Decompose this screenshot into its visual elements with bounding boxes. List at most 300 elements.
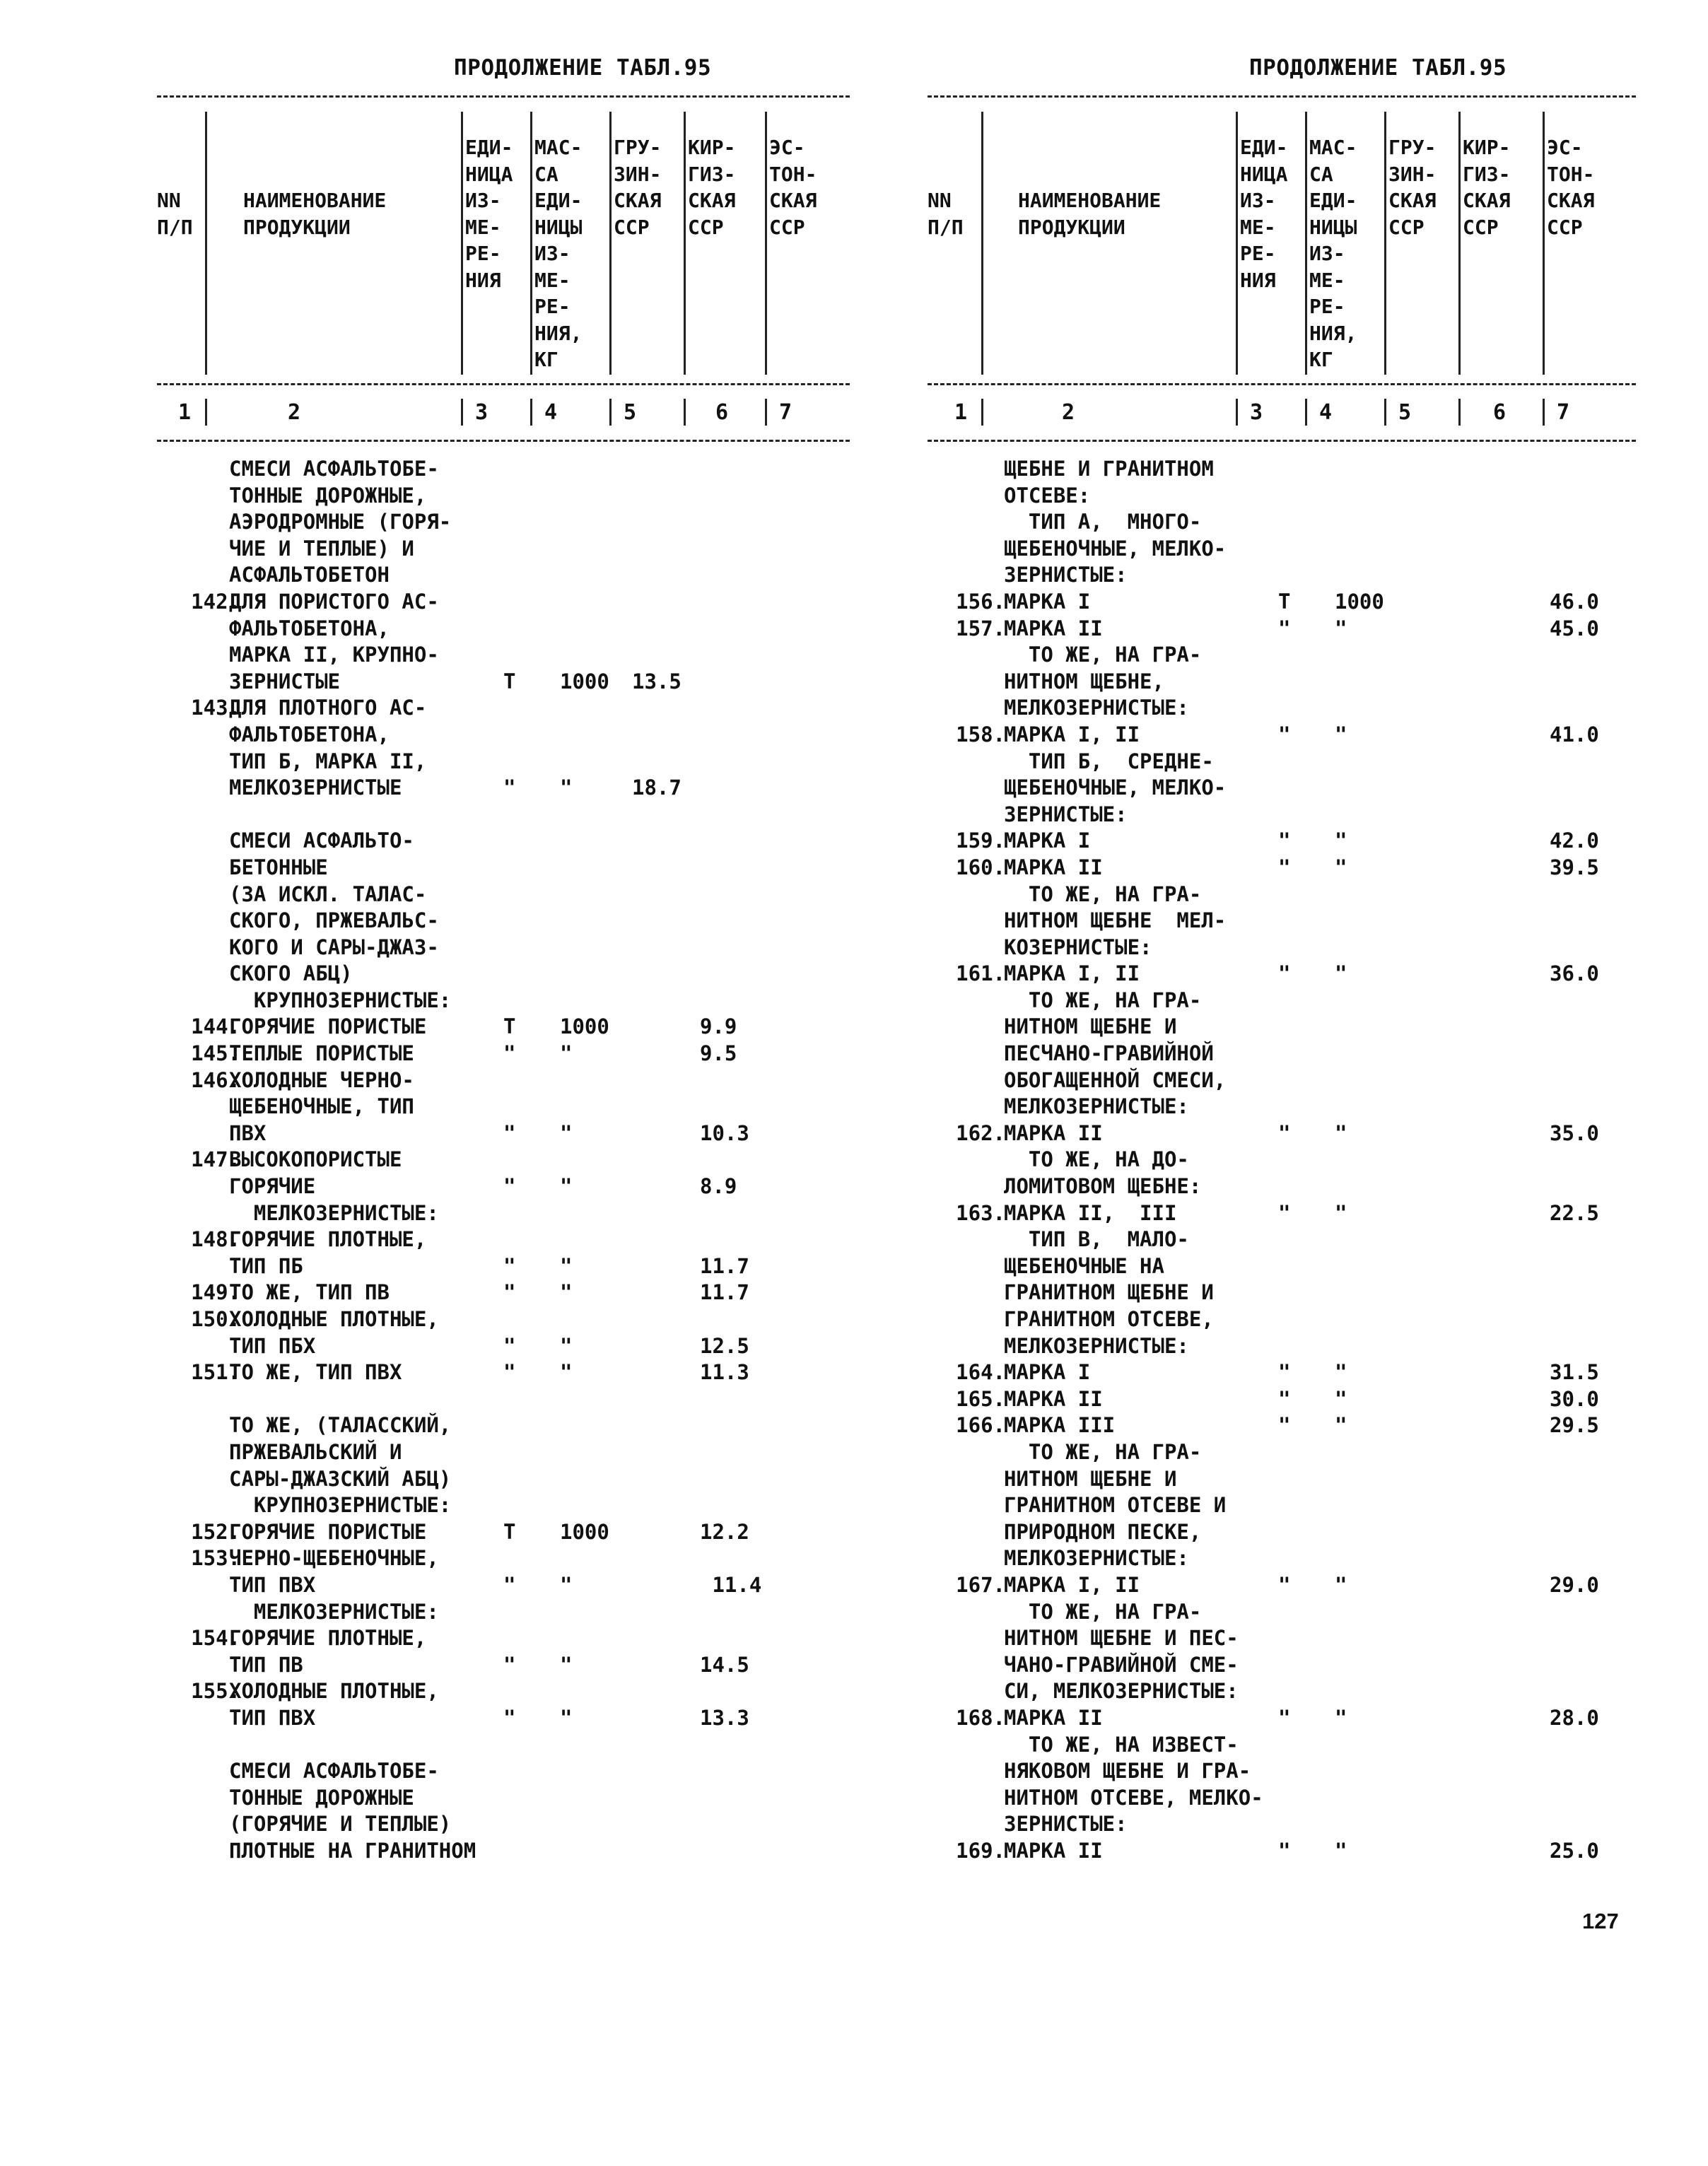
product-name: ТИП В, МАЛО- [1004, 1227, 1189, 1252]
continuation-title-right: ПРОДОЛЖЕНИЕ ТАБЛ.95 [1249, 55, 1507, 81]
header-kyrgyz: КИР- ГИЗ- СКАЯ ССР [688, 136, 736, 239]
header-divider [1236, 112, 1238, 375]
item-number: 165. [956, 1386, 1005, 1411]
table-row [157, 722, 850, 749]
estonian-value: 39.5 [1550, 855, 1599, 879]
column-number: 3 [475, 400, 489, 425]
product-name: МАРКА II, КРУПНО- [229, 643, 439, 667]
table-header-left [157, 106, 850, 378]
estonian-value: 30.0 [1550, 1386, 1599, 1411]
product-name: ХОЛОДНЫЕ ЧЕРНО- [229, 1067, 414, 1092]
product-name: ЧИЕ И ТЕПЛЫЕ) И [229, 536, 414, 561]
item-number: 155. [191, 1679, 240, 1704]
table-row [928, 1439, 1636, 1466]
table-row [928, 775, 1636, 802]
item-number: 149. [191, 1280, 240, 1305]
body-top-rule [157, 440, 850, 442]
kyrgyz-value: 13.3 [700, 1705, 749, 1730]
table-row [928, 1625, 1636, 1652]
mass-value: " [1335, 829, 1347, 853]
product-name: НИТНОМ ЩЕБНЕ, [1004, 669, 1164, 693]
product-name: СКОГО АБЦ) [229, 961, 353, 986]
item-number: 153. [191, 1546, 240, 1571]
unit-value: " [1278, 1572, 1291, 1597]
table-row [157, 828, 850, 855]
estonian-value: 36.0 [1550, 961, 1599, 986]
table-row [157, 1811, 850, 1838]
product-name: ФАЛЬТОБЕТОНА, [229, 616, 390, 640]
item-number: 154. [191, 1626, 240, 1651]
header-unit: ЕДИ- НИЦА ИЗ- МЕ- РЕ- НИЯ [1240, 136, 1288, 292]
unit-value: " [1278, 1413, 1291, 1438]
table-row [157, 1545, 850, 1572]
unit-value: " [503, 1041, 516, 1066]
product-name: ПЕСЧАНО-ГРАВИЙНОЙ [1004, 1041, 1214, 1066]
mass-value: " [1335, 1386, 1347, 1411]
unit-value: " [1278, 1200, 1291, 1225]
mass-value: " [560, 1120, 573, 1145]
product-name: КРУПНОЗЕРНИСТЫЕ: [229, 988, 452, 1012]
header-divider [1305, 112, 1307, 375]
product-name: ТИП ПБ [229, 1253, 303, 1278]
header-bottom-rule [157, 383, 850, 385]
table-row [928, 483, 1636, 510]
header-divider [205, 112, 207, 375]
table-row [928, 1280, 1636, 1306]
kyrgyz-value: 14.5 [700, 1652, 749, 1677]
table-row [157, 1492, 850, 1519]
mass-value: " [1335, 961, 1347, 986]
product-name: ГОРЯЧИЕ ПЛОТНЫЕ, [229, 1626, 427, 1651]
table-row [928, 1067, 1636, 1094]
table-row [157, 1412, 850, 1439]
kyrgyz-value: 12.5 [700, 1333, 749, 1358]
mass-value: " [560, 1253, 573, 1278]
kyrgyz-value: 11.7 [700, 1280, 749, 1305]
item-number: 157. [956, 616, 1005, 640]
product-name: ГОРЯЧИЕ ПОРИСТЫЕ [229, 1519, 427, 1544]
table-row [928, 1120, 1636, 1147]
table-row [157, 802, 850, 829]
table-row [157, 1705, 850, 1732]
number-divider [609, 399, 612, 426]
mass-value: " [560, 1572, 573, 1597]
item-number: 156. [956, 589, 1005, 614]
table-row [928, 1147, 1636, 1173]
estonian-value: 28.0 [1550, 1705, 1599, 1730]
table-row [157, 1386, 850, 1413]
item-number: 158. [956, 722, 1005, 747]
table-row [928, 1572, 1636, 1599]
product-name: ЗЕРНИСТЫЕ [229, 669, 341, 693]
table-row [928, 509, 1636, 536]
mass-value: " [560, 1333, 573, 1358]
header-divider [530, 112, 532, 375]
table-row [157, 1785, 850, 1812]
product-name: МАРКА I, II [1004, 961, 1140, 986]
item-number: 167. [956, 1572, 1005, 1597]
item-number: 164. [956, 1360, 1005, 1385]
unit-value: Т [503, 1519, 516, 1544]
table-row [157, 589, 850, 616]
header-top-rule [928, 95, 1636, 98]
table-row [928, 935, 1636, 961]
table-row [157, 536, 850, 563]
table-row [928, 961, 1636, 988]
table-row [157, 1200, 850, 1227]
table-row [928, 695, 1636, 722]
body-top-rule [928, 440, 1636, 442]
kyrgyz-value: 9.9 [700, 1014, 737, 1039]
table-row [157, 1625, 850, 1652]
number-divider [1458, 399, 1461, 426]
header-georgian: ГРУ- ЗИН- СКАЯ ССР [614, 136, 662, 239]
product-name: МАРКА I [1004, 589, 1091, 614]
table-row [928, 1359, 1636, 1386]
header-georgian: ГРУ- ЗИН- СКАЯ ССР [1388, 136, 1437, 239]
header-mass: МАС- СА ЕДИ- НИЦЫ ИЗ- МЕ- РЕ- НИЯ, КГ [1309, 136, 1357, 371]
table-row [928, 855, 1636, 882]
table-row [928, 1732, 1636, 1759]
product-name: ГРАНИТНОМ ОТСЕВЕ, [1004, 1307, 1214, 1331]
mass-value: 1000 [560, 1014, 609, 1039]
table-row [157, 961, 850, 988]
product-name: ТО ЖЕ, НА ДО- [1004, 1147, 1189, 1172]
georgian-value: 13.5 [632, 669, 682, 693]
product-name: ЩЕБЕНОЧНЫЕ, ТИП [229, 1094, 414, 1119]
header-divider [684, 112, 686, 375]
number-divider [530, 399, 532, 426]
product-name: ПРЖЕВАЛЬСКИЙ И [229, 1439, 402, 1464]
product-name: МЕЛКОЗЕРНИСТЫЕ: [229, 1200, 439, 1225]
table-row [928, 1838, 1636, 1865]
product-name: МЕЛКОЗЕРНИСТЫЕ: [1004, 1546, 1189, 1571]
product-name: ТО ЖЕ, НА ГРА- [1004, 882, 1202, 906]
header-unit: ЕДИ- НИЦА ИЗ- МЕ- РЕ- НИЯ [465, 136, 513, 292]
product-name: АСФАЛЬТОБЕТОН [229, 563, 390, 587]
number-divider [1384, 399, 1386, 426]
table-row [157, 1227, 850, 1253]
item-number: 144. [191, 1014, 240, 1039]
unit-value: " [503, 1174, 516, 1199]
number-divider [205, 399, 207, 426]
product-name: ГОРЯЧИЕ ПЛОТНЫЕ, [229, 1227, 427, 1252]
product-name: ТО ЖЕ, НА ГРА- [1004, 1599, 1202, 1624]
table-row [928, 882, 1636, 908]
number-divider [1305, 399, 1307, 426]
product-name: ГРАНИТНОМ ОТСЕВЕ И [1004, 1493, 1227, 1518]
item-number: 143. [191, 696, 240, 720]
column-number-row [928, 397, 1636, 428]
table-row [157, 1678, 850, 1705]
table-row [157, 616, 850, 643]
product-name: НИТНОМ ЩЕБНЕ И [1004, 1466, 1177, 1491]
item-number: 166. [956, 1413, 1005, 1438]
table-row [928, 988, 1636, 1014]
table-row [928, 749, 1636, 775]
header-divider [1543, 112, 1545, 375]
header-divider [765, 112, 767, 375]
product-name: МАРКА I [1004, 829, 1091, 853]
product-name: ТИП ПВ [229, 1652, 303, 1677]
table-row [157, 1758, 850, 1785]
header-nn: NN П/П [928, 189, 964, 239]
table-row [157, 908, 850, 935]
table-row [928, 1758, 1636, 1785]
column-number: 4 [544, 400, 558, 425]
header-divider [461, 112, 463, 375]
product-name: МЕЛКОЗЕРНИСТЫЕ: [1004, 1333, 1189, 1358]
table-row [928, 1705, 1636, 1732]
table-row [928, 1227, 1636, 1253]
item-number: 160. [956, 855, 1005, 879]
table-row [157, 1466, 850, 1493]
header-bottom-rule [928, 383, 1636, 385]
number-divider [1236, 399, 1238, 426]
table-row [157, 1041, 850, 1067]
product-name: КОГО И САРЫ-ДЖАЗ- [229, 935, 439, 959]
mass-value: " [1335, 722, 1347, 747]
unit-value: " [503, 1280, 516, 1305]
product-name: ЗЕРНИСТЫЕ: [1004, 563, 1128, 587]
unit-value: " [1278, 1360, 1291, 1385]
table-row [928, 1785, 1636, 1812]
item-number: 152. [191, 1519, 240, 1544]
number-divider [1543, 399, 1545, 426]
table-row [928, 1492, 1636, 1519]
product-name: НИТНОМ ЩЕБНЕ И ПЕС- [1004, 1626, 1239, 1651]
product-name: ТО ЖЕ, НА ГРА- [1004, 988, 1202, 1012]
mass-value: 1000 [560, 1519, 609, 1544]
product-name: НИТНОМ ОТСЕВЕ, МЕЛКО- [1004, 1785, 1263, 1810]
estonian-value: 35.0 [1550, 1120, 1599, 1145]
mass-value: " [560, 775, 573, 800]
product-name: ТИП Б, СРЕДНЕ- [1004, 749, 1214, 773]
estonian-value: 29.5 [1550, 1413, 1599, 1438]
product-name: НИТНОМ ЩЕБНЕ И [1004, 1014, 1177, 1039]
unit-value: " [503, 1572, 516, 1597]
column-number: 7 [779, 400, 792, 425]
product-name: ЧЕРНО-ЩЕБЕНОЧНЫЕ, [229, 1546, 439, 1571]
product-name: ТИП ПВХ [229, 1572, 316, 1597]
item-number: 146. [191, 1067, 240, 1092]
table-row [157, 1306, 850, 1333]
table-row [928, 1094, 1636, 1120]
table-row [928, 908, 1636, 935]
product-name: СКОГО, ПРЖЕВАЛЬС- [229, 908, 439, 933]
product-name: МАРКА I [1004, 1360, 1091, 1385]
product-name: ТО ЖЕ, НА ГРА- [1004, 1439, 1202, 1464]
item-number: 151. [191, 1360, 240, 1385]
mass-value: 1000 [560, 669, 609, 693]
estonian-value: 46.0 [1550, 589, 1599, 614]
mass-value: " [560, 1360, 573, 1385]
product-name: АЭРОДРОМНЫЕ (ГОРЯ- [229, 510, 452, 534]
item-number: 142. [191, 589, 240, 614]
mass-value: " [1335, 1705, 1347, 1730]
header-divider [609, 112, 612, 375]
item-number: 163. [956, 1200, 1005, 1225]
product-name: ТИП ПБХ [229, 1333, 316, 1358]
product-name: ТО ЖЕ, ТИП ПВХ [229, 1360, 402, 1385]
table-row [157, 1253, 850, 1280]
number-divider [684, 399, 686, 426]
table-row [157, 749, 850, 775]
table-row [157, 1519, 850, 1546]
table-row [157, 509, 850, 536]
product-name: МАРКА II [1004, 855, 1103, 879]
unit-value: Т [1278, 589, 1291, 614]
table-row [157, 483, 850, 510]
item-number: 147. [191, 1147, 240, 1172]
product-name: ТОННЫЕ ДОРОЖНЫЕ, [229, 483, 427, 508]
item-number: 169. [956, 1838, 1005, 1863]
mass-value: " [560, 1041, 573, 1066]
georgian-value: 18.7 [632, 775, 682, 800]
mass-value: " [1335, 1200, 1347, 1225]
unit-value: Т [503, 669, 516, 693]
table-row [928, 562, 1636, 589]
product-name: ЧАНО-ГРАВИЙНОЙ СМЕ- [1004, 1652, 1239, 1677]
number-divider [981, 399, 983, 426]
table-row [928, 536, 1636, 563]
column-number: 1 [178, 400, 192, 425]
table-row [928, 456, 1636, 483]
table-row [928, 1014, 1636, 1041]
item-number: 161. [956, 961, 1005, 986]
table-row [157, 642, 850, 669]
product-name: ОТСЕВЕ: [1004, 483, 1091, 508]
column-number: 1 [954, 400, 968, 425]
header-name: НАИМЕНОВАНИЕ ПРОДУКЦИИ [1018, 189, 1162, 239]
header-divider [981, 112, 983, 375]
estonian-value: 42.0 [1550, 829, 1599, 853]
estonian-value: 22.5 [1550, 1200, 1599, 1225]
right-table-body [928, 456, 1636, 1864]
product-name: ЩЕБЕНОЧНЫЕ, МЕЛКО- [1004, 536, 1227, 561]
product-name: ЛОМИТОВОМ ЩЕБНЕ: [1004, 1174, 1202, 1199]
product-name: НИТНОМ ЩЕБНЕ МЕЛ- [1004, 908, 1227, 933]
column-number: 7 [1557, 400, 1570, 425]
estonian-value: 41.0 [1550, 722, 1599, 747]
mass-value: 1000 [1335, 589, 1384, 614]
product-name: СМЕСИ АСФАЛЬТО- [229, 829, 414, 853]
unit-value: " [1278, 722, 1291, 747]
product-name: ЩЕБЕНОЧНЫЕ НА [1004, 1253, 1164, 1278]
product-name: МЕЛКОЗЕРНИСТЫЕ: [229, 1599, 439, 1624]
number-divider [461, 399, 463, 426]
product-name: ДЛЯ ПЛОТНОГО АС- [229, 696, 427, 720]
column-number: 6 [715, 400, 729, 425]
kyrgyz-value: 10.3 [700, 1120, 749, 1145]
header-mass: МАС- СА ЕДИ- НИЦЫ ИЗ- МЕ- РЕ- НИЯ, КГ [534, 136, 583, 371]
estonian-value: 25.0 [1550, 1838, 1599, 1863]
table-row [928, 1652, 1636, 1679]
table-row [928, 802, 1636, 829]
unit-value: " [503, 775, 516, 800]
product-name: ТЕПЛЫЕ ПОРИСТЫЕ [229, 1041, 414, 1066]
item-number: 162. [956, 1120, 1005, 1145]
unit-value: " [1278, 1705, 1291, 1730]
product-name: СМЕСИ АСФАЛЬТОБЕ- [229, 457, 439, 481]
table-header-right [928, 106, 1636, 378]
product-name: МАРКА II, III [1004, 1200, 1177, 1225]
product-name: МАРКА II [1004, 616, 1103, 640]
header-estonian: ЭС- ТОН- СКАЯ ССР [769, 136, 817, 239]
product-name: ПРИРОДНОМ ПЕСКЕ, [1004, 1519, 1202, 1544]
page-number: 127 [1582, 1909, 1619, 1933]
table-row [928, 616, 1636, 643]
unit-value: " [1278, 855, 1291, 879]
table-row [928, 1545, 1636, 1572]
product-name: ЗЕРНИСТЫЕ: [1004, 802, 1128, 826]
table-row [157, 1280, 850, 1306]
table-row [157, 988, 850, 1014]
product-name: СМЕСИ АСФАЛЬТОБЕ- [229, 1759, 439, 1784]
table-row [157, 1838, 850, 1865]
product-name: ФАЛЬТОБЕТОНА, [229, 722, 390, 747]
product-name: ГОРЯЧИЕ ПОРИСТЫЕ [229, 1014, 427, 1039]
estonian-value: 31.5 [1550, 1360, 1599, 1385]
product-name: ХОЛОДНЫЕ ПЛОТНЫЕ, [229, 1679, 439, 1704]
mass-value: " [1335, 1413, 1347, 1438]
mass-value: " [560, 1652, 573, 1677]
product-name: МЕЛКОЗЕРНИСТЫЕ: [1004, 696, 1189, 720]
product-name: СИ, МЕЛКОЗЕРНИСТЫЕ: [1004, 1679, 1239, 1704]
mass-value: " [560, 1705, 573, 1730]
table-row [157, 562, 850, 589]
header-name: НАИМЕНОВАНИЕ ПРОДУКЦИИ [243, 189, 387, 239]
header-divider [1458, 112, 1461, 375]
estonian-value: 29.0 [1550, 1572, 1599, 1597]
product-name: МЕЛКОЗЕРНИСТЫЕ: [1004, 1094, 1189, 1119]
product-name: КРУПНОЗЕРНИСТЫЕ: [229, 1493, 452, 1518]
table-row [928, 1253, 1636, 1280]
kyrgyz-value: 11.4 [700, 1572, 762, 1597]
table-row [157, 1333, 850, 1360]
unit-value: " [1278, 829, 1291, 853]
number-divider [765, 399, 767, 426]
product-name: МАРКА II [1004, 1386, 1103, 1411]
product-name: ПВХ [229, 1120, 267, 1145]
table-row [157, 935, 850, 961]
kyrgyz-value: 11.7 [700, 1253, 749, 1278]
product-name: ТОННЫЕ ДОРОЖНЫЕ [229, 1785, 414, 1810]
unit-value: " [1278, 616, 1291, 640]
unit-value: " [1278, 1838, 1291, 1863]
product-name: ТО ЖЕ, (ТАЛАССКИЙ, [229, 1413, 452, 1438]
table-row [928, 1386, 1636, 1413]
table-row [157, 1014, 850, 1041]
table-row [928, 1173, 1636, 1200]
table-row [928, 1333, 1636, 1360]
mass-value: " [1335, 1120, 1347, 1145]
kyrgyz-value: 8.9 [700, 1174, 737, 1199]
column-number: 3 [1250, 400, 1263, 425]
table-row [157, 1067, 850, 1094]
product-name: НЯКОВОМ ЩЕБНЕ И ГРА- [1004, 1759, 1251, 1784]
product-name: БЕТОННЫЕ [229, 855, 328, 879]
table-row [928, 1811, 1636, 1838]
table-row [928, 1412, 1636, 1439]
table-row [928, 1306, 1636, 1333]
item-number: 150. [191, 1307, 240, 1331]
mass-value: " [560, 1280, 573, 1305]
mass-value: " [1335, 855, 1347, 879]
item-number: 159. [956, 829, 1005, 853]
unit-value: " [503, 1333, 516, 1358]
unit-value: " [1278, 1386, 1291, 1411]
